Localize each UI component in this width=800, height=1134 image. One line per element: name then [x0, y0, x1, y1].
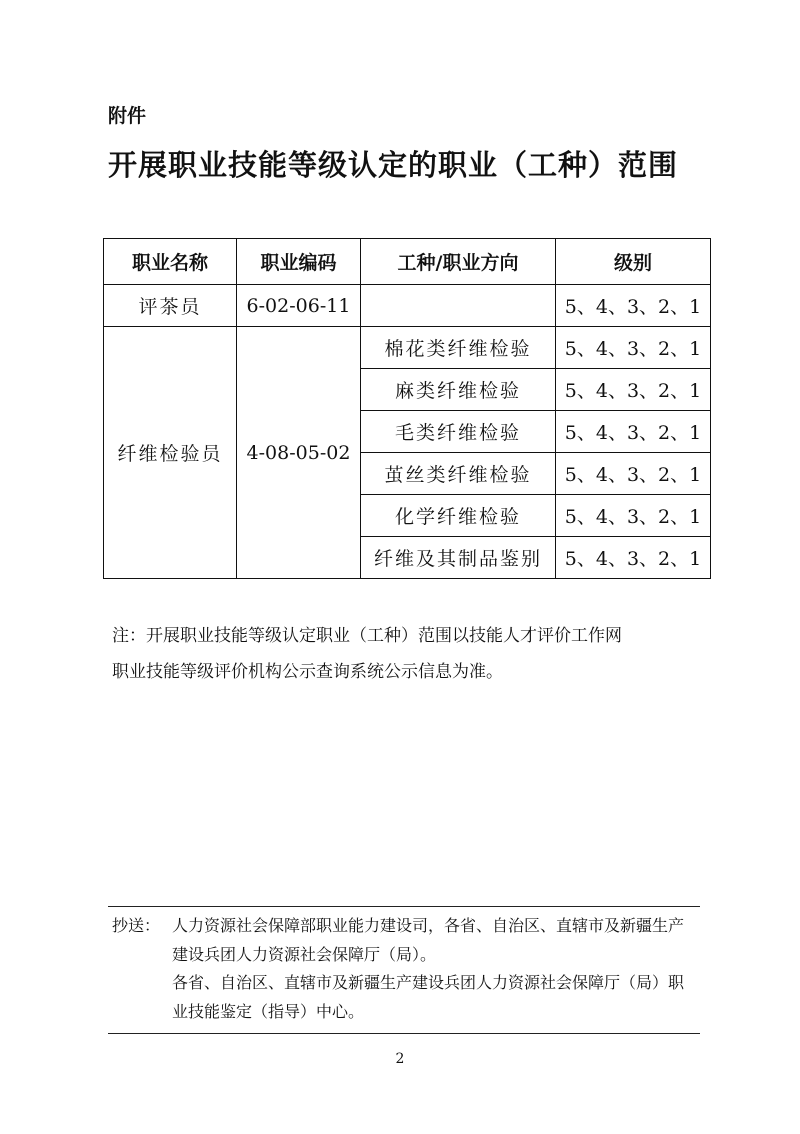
- work-type-cell: 棉花类纤维检验: [361, 327, 556, 369]
- level-cell: 5、4、3、2、1: [556, 369, 711, 411]
- note-line: 职业技能等级评价机构公示查询系统公示信息为准。: [112, 662, 503, 682]
- level-cell: 5、4、3、2、1: [556, 411, 711, 453]
- occupation-code-cell: 6-02-06-11: [237, 285, 361, 327]
- cc-line: 业技能鉴定（指导）中心。: [172, 1001, 365, 1021]
- table-row: [104, 327, 711, 369]
- work-type-cell: 茧丝类纤维检验: [361, 453, 556, 495]
- cc-section: [112, 912, 712, 1026]
- occupation-code-cell: 4-08-05-02: [237, 327, 361, 579]
- page-number: 2: [395, 1051, 405, 1067]
- note-line: 注：开展职业技能等级认定职业（工种）范围以技能人才评价工作网: [112, 626, 622, 646]
- level-cell: 5、4、3、2、1: [556, 453, 711, 495]
- header-work-type: 工种/职业方向: [361, 239, 556, 285]
- table-row: [104, 285, 711, 327]
- page-title: 开展职业技能等级认定的职业（工种）范围: [108, 148, 679, 182]
- occupation-name-cell: 纤维检验员: [104, 327, 237, 579]
- work-type-cell: 麻类纤维检验: [361, 369, 556, 411]
- header-occupation-name: 职业名称: [104, 239, 237, 285]
- cc-line: 各省、自治区、直辖市及新疆生产建设兵团人力资源社会保障厅（局）职: [172, 973, 685, 992]
- cc-divider-top: [108, 906, 700, 907]
- work-type-cell: 化学纤维检验: [361, 495, 556, 537]
- cc-line: 人力资源社会保障部职业能力建设司，各省、自治区、直辖市及新疆生产: [172, 916, 685, 935]
- header-occupation-code: 职业编码: [237, 239, 361, 285]
- occupation-name-cell: 评茶员: [104, 285, 237, 327]
- header-level: 级别: [556, 239, 711, 285]
- table-note: [112, 618, 712, 690]
- work-type-cell: 毛类纤维检验: [361, 411, 556, 453]
- level-cell: 5、4、3、2、1: [556, 537, 711, 579]
- level-cell: 5、4、3、2、1: [556, 495, 711, 537]
- cc-line: 建设兵团人力资源社会保障厅（局）。: [172, 944, 437, 964]
- attachment-label: 附件: [108, 105, 147, 127]
- occupation-scope-table: [103, 238, 711, 579]
- work-type-cell: 纤维及其制品鉴别: [361, 537, 556, 579]
- table-header-row: [104, 239, 711, 285]
- level-cell: 5、4、3、2、1: [556, 285, 711, 327]
- work-type-cell: [361, 285, 556, 327]
- cc-label: 抄送：: [112, 916, 161, 935]
- cc-divider-bottom: [108, 1033, 700, 1034]
- level-cell: 5、4、3、2、1: [556, 327, 711, 369]
